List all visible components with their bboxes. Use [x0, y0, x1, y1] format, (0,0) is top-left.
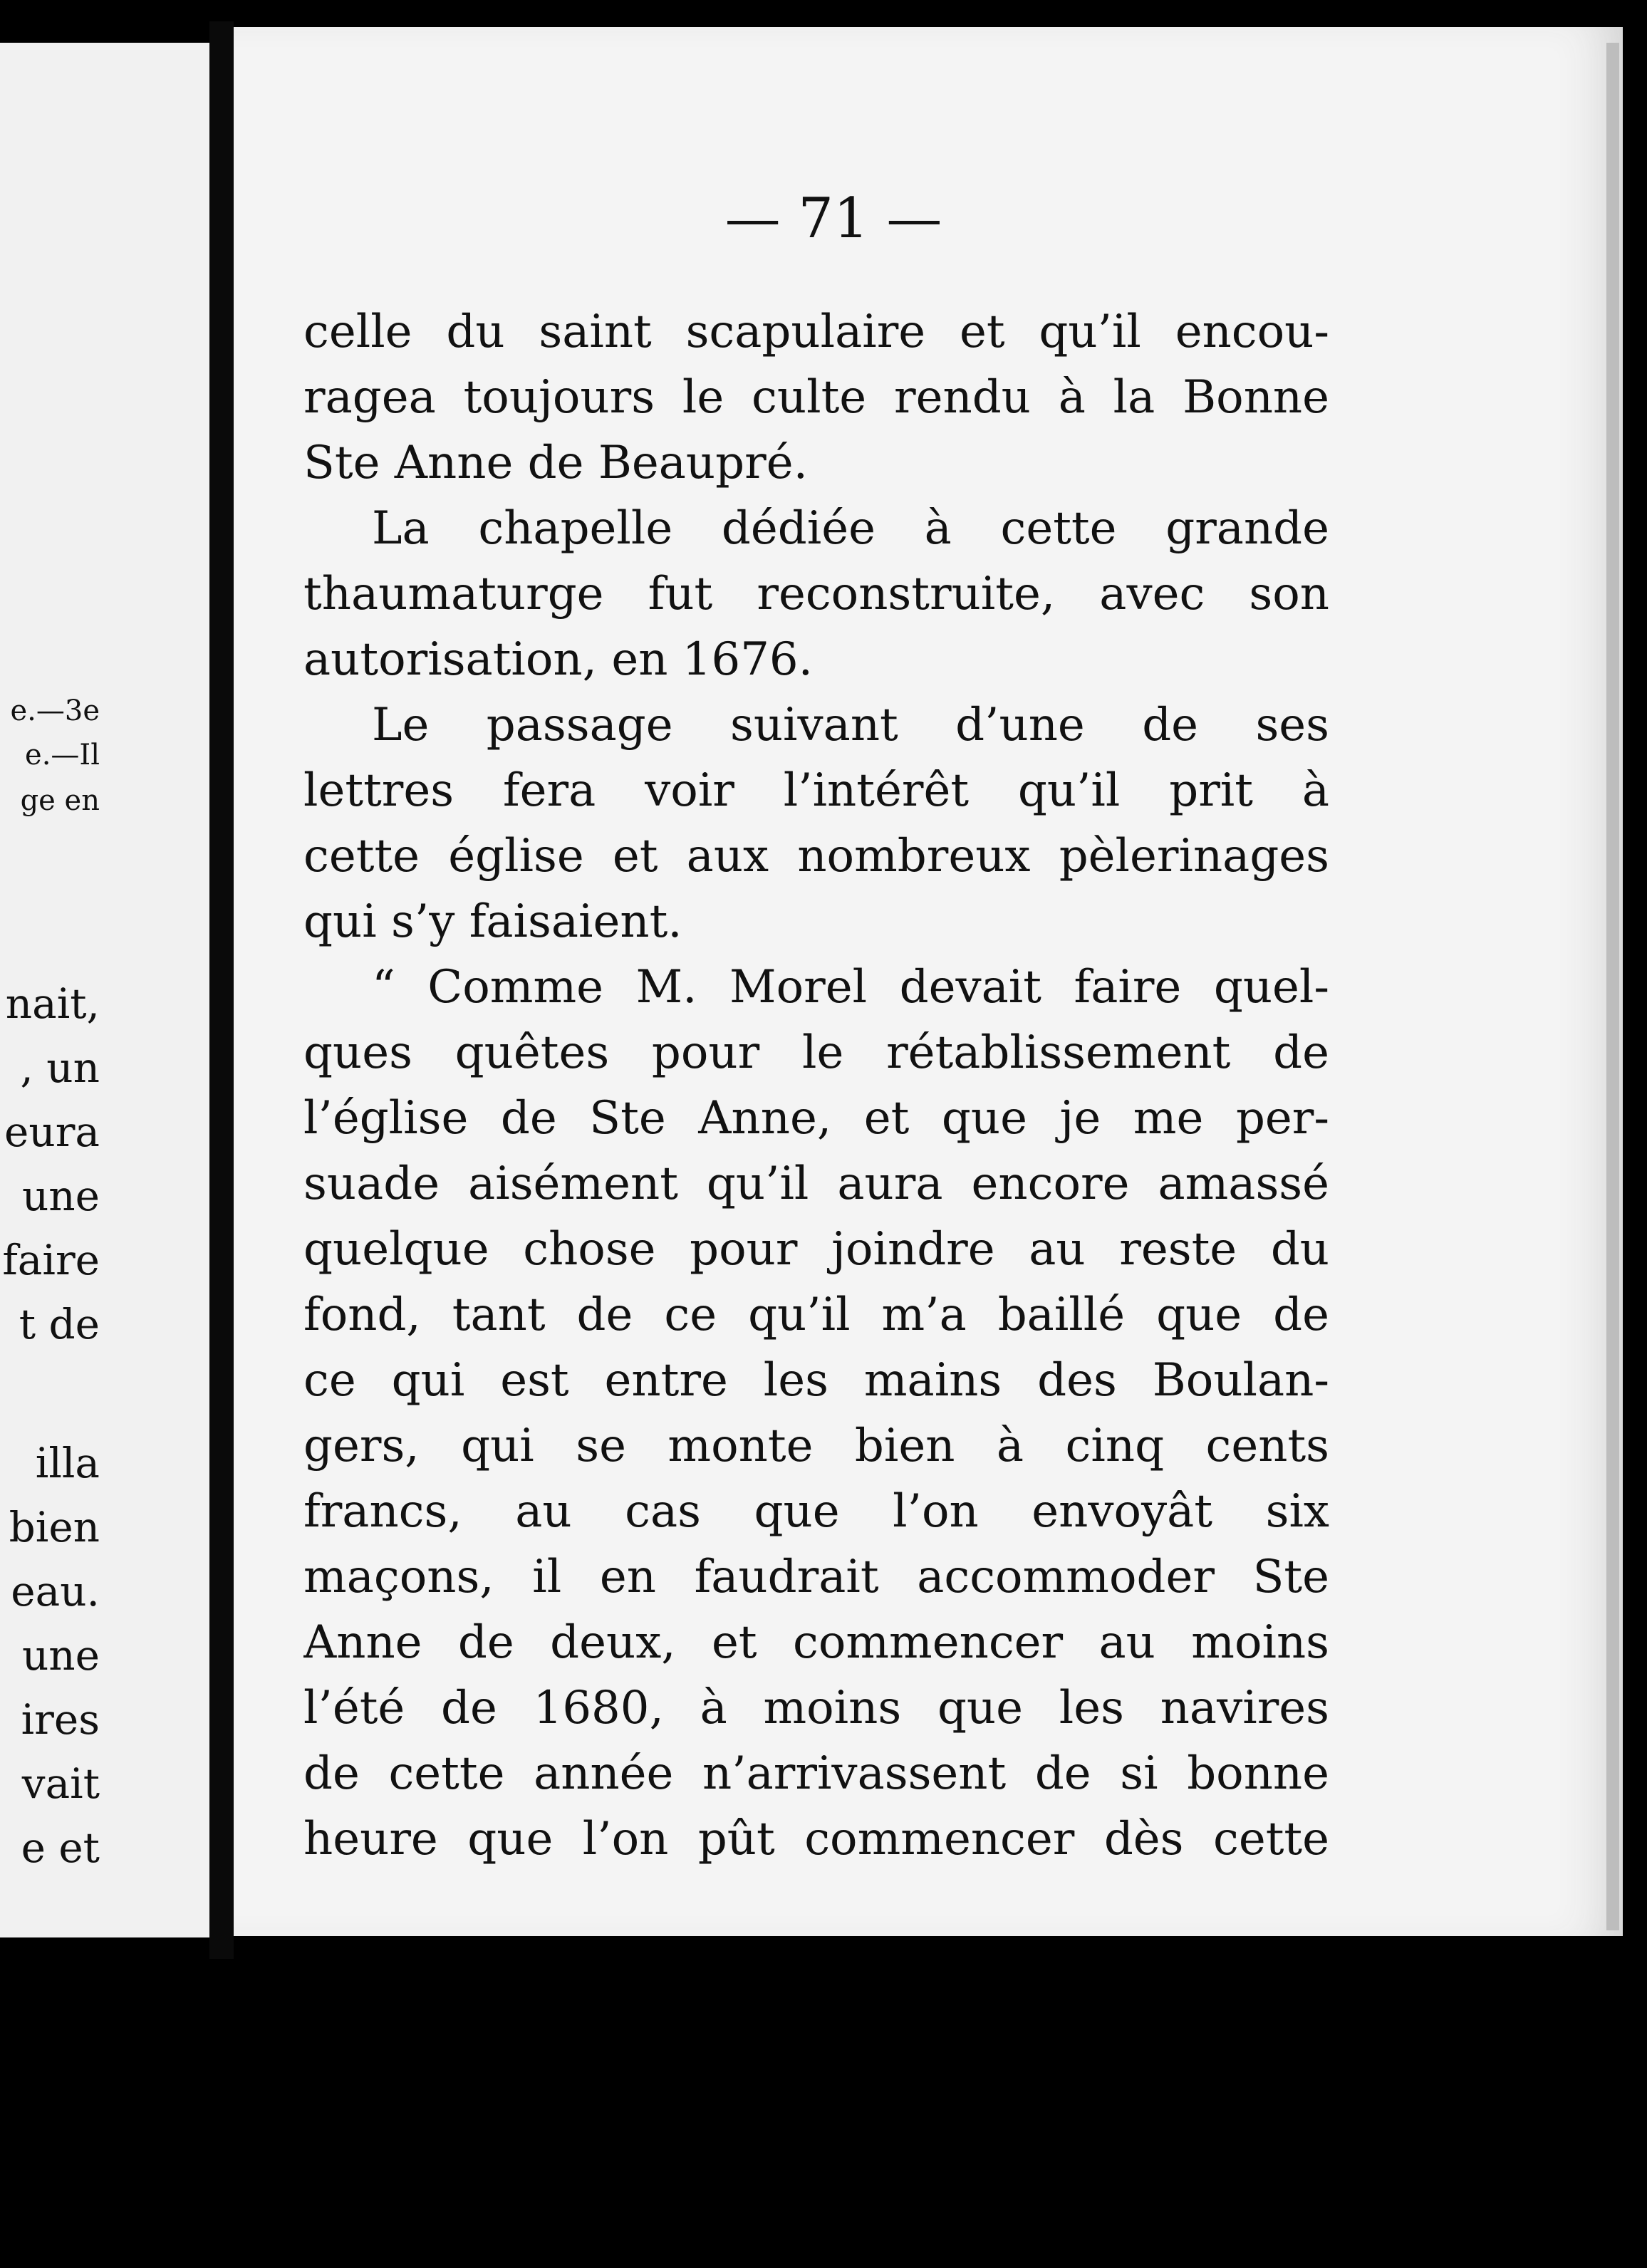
left-page-fragment: e.—Il	[25, 739, 100, 771]
left-page-fragment: une	[21, 1631, 100, 1680]
text-line: Ste Anne de Beaupré.	[303, 437, 808, 489]
left-page-fragment: e et	[21, 1824, 100, 1872]
text-line: gers, qui se monte bien à cinq cents	[303, 1420, 1329, 1472]
left-page-fragment: e.—3e	[10, 695, 100, 727]
text-line: de cette année n’arrivassent de si bonne	[303, 1747, 1329, 1800]
text-line: quelque chose pour joindre au reste du	[303, 1223, 1329, 1276]
left-page-text	[0, 0, 214, 2268]
text-line: “ Comme M. Morel devait faire quel-	[372, 961, 1329, 1014]
text-line: ques quêtes pour le rétablissement de	[303, 1026, 1329, 1079]
left-page-fragment: nait,	[5, 979, 100, 1028]
text-line: maçons, il en faudrait accommoder Ste	[303, 1551, 1329, 1603]
text-line: suade aisément qu’il aura encore amassé	[303, 1158, 1329, 1210]
left-page-fragment: bien	[9, 1503, 100, 1551]
left-page-fragment: illa	[35, 1439, 100, 1487]
left-page-fragment: , un	[20, 1044, 100, 1092]
text-line: cette église et aux nombreux pèlerinages	[303, 830, 1329, 883]
text-line: La chapelle dédiée à cette grande	[372, 502, 1329, 555]
text-line: qui s’y faisaient.	[303, 895, 682, 948]
text-line: Anne de deux, et commencer au moins	[303, 1616, 1329, 1669]
text-line: lettres fera voir l’intérêt qu’il prit à	[303, 764, 1329, 817]
text-line: ce qui est entre les mains des Boulan-	[303, 1354, 1329, 1407]
text-line: heure que l’on pût commencer dès cette	[303, 1813, 1329, 1866]
text-line: Le passage suivant d’une de ses	[372, 699, 1329, 751]
text-line: francs, au cas que l’on envoyât six	[303, 1485, 1329, 1538]
text-line: thaumaturge fut reconstruite, avec son	[303, 568, 1329, 620]
left-page-fragment: eura	[4, 1108, 100, 1156]
text-line: l’église de Ste Anne, et que je me per-	[303, 1092, 1329, 1145]
left-page-fragment: eau.	[11, 1567, 100, 1616]
left-page-fragment: faire	[2, 1236, 100, 1284]
left-page-fragment: ires	[21, 1695, 100, 1744]
book-spine	[209, 21, 234, 1959]
page-body	[303, 299, 1329, 1872]
text-line: ragea toujours le culte rendu à la Bonne	[303, 371, 1329, 424]
text-line: fond, tant de ce qu’il m’a baillé que de	[303, 1289, 1329, 1341]
left-page-fragment: vait	[21, 1759, 100, 1808]
left-page-fragment: ge en	[20, 784, 100, 817]
text-line: celle du saint scapulaire et qu’il encou-	[303, 306, 1329, 358]
text-line: autorisation, en 1676.	[303, 633, 813, 686]
left-page-fragment: une	[21, 1172, 100, 1220]
page-number: — 71 —	[724, 187, 942, 251]
page-edge	[1606, 43, 1619, 1930]
left-page-fragment: t de	[19, 1300, 100, 1348]
text-line: l’été de 1680, à moins que les navires	[303, 1682, 1329, 1734]
